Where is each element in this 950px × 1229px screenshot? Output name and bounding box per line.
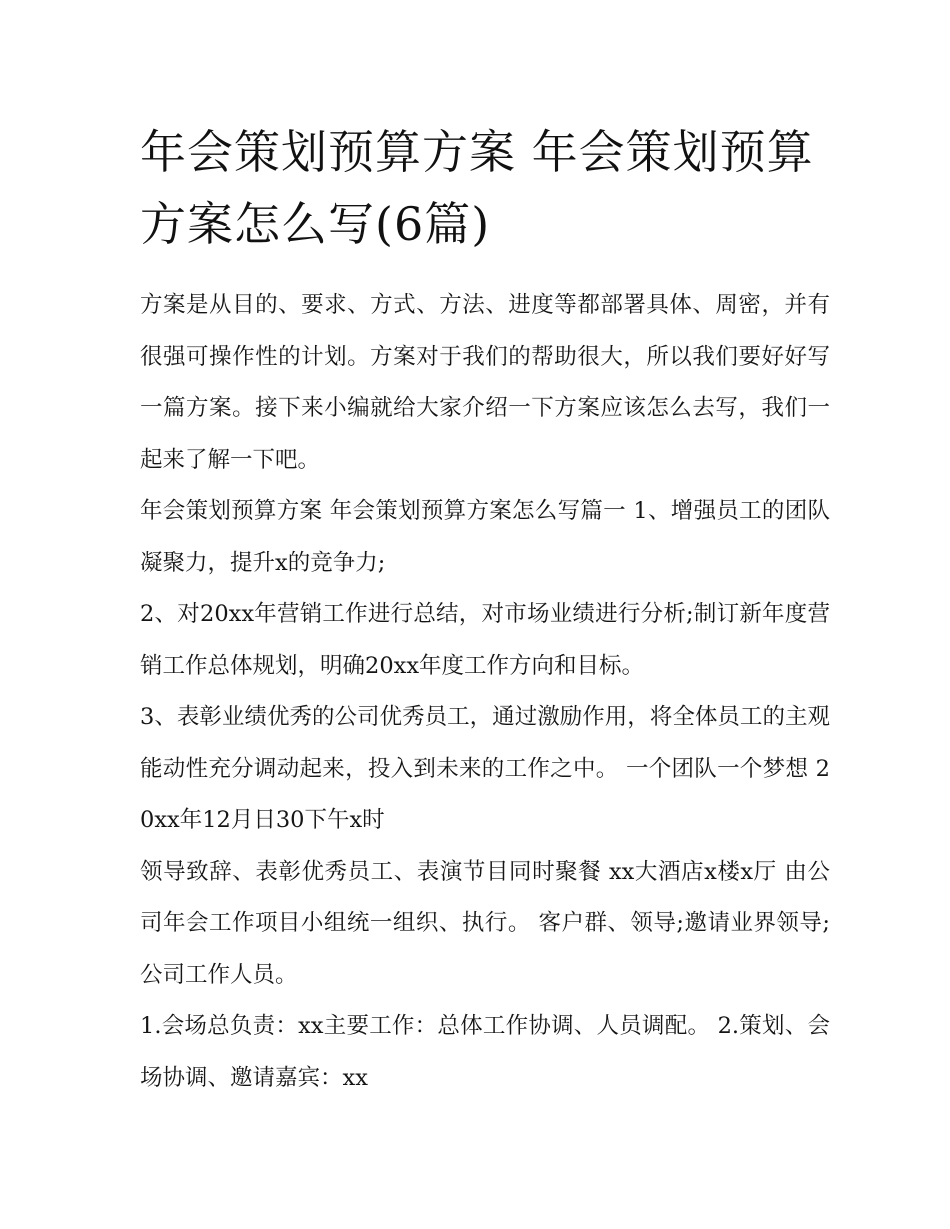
document-body — [140, 280, 830, 1104]
paragraph-staff-roles: 1.会场总负责：xx主要工作：总体工作协调、人员调配。 2.策划、会场协调、邀请嘉宾：xx — [140, 1013, 830, 1091]
paragraph-item-2: 2、对20xx年营销工作进行总结，对市场业绩进行分析;制订新年度营销工作总体规划，明确20xx年度工作方向和目标。 — [140, 601, 830, 679]
paragraph-event-details: 领导致辞、表彰优秀员工、表演节目同时聚餐 xx大酒店x楼x厅 由公司年会工作项目小组统一组织、执行。 客户群、领导;邀请业界领导;公司工作人员。 — [140, 858, 830, 988]
paragraph-intro: 方案是从目的、要求、方式、方法、进度等都部署具体、周密，并有很强可操作性的计划。方案对于我们的帮助很大，所以我们要好好写一篇方案。接下来小编就给大家介绍一下方案应该怎么去写，我们一起来了解一下吧。 — [140, 292, 830, 473]
paragraph-item-1: 年会策划预算方案 年会策划预算方案怎么写篇一 1、增强员工的团队凝聚力，提升x的竞争力; — [140, 498, 830, 576]
document-title: 年会策划预算方案 年会策划预算方案怎么写(6篇) — [140, 125, 814, 251]
paragraph-item-3: 3、表彰业绩优秀的公司优秀员工，通过激励作用，将全体员工的主观能动性充分调动起来，投入到未来的工作之中。 一个团队一个梦想 20xx年12月日30下午x时 — [140, 704, 830, 833]
